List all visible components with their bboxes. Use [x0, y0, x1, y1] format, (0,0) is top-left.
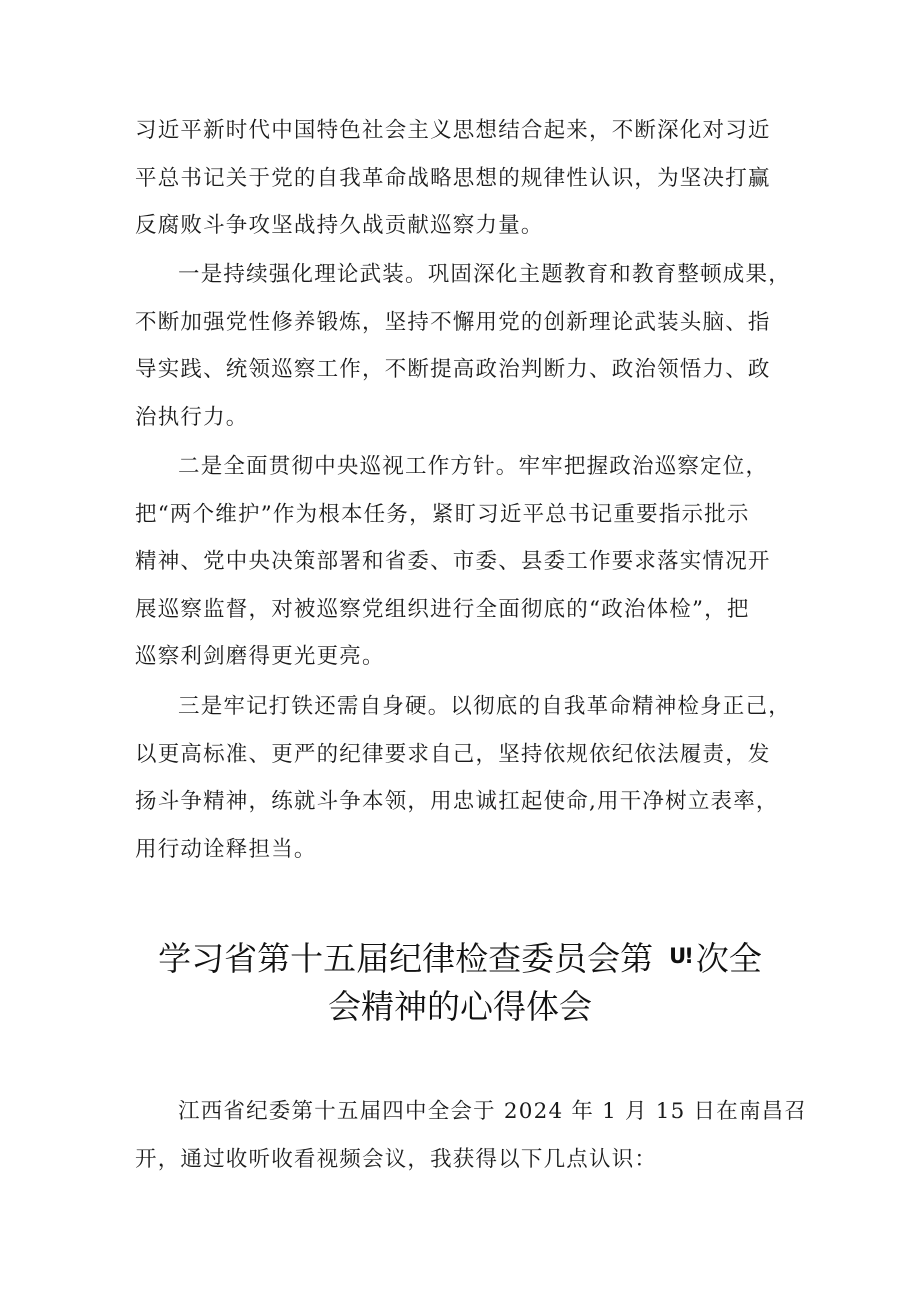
intro-paragraph: [135, 1088, 808, 1183]
title-line-1: 学习省第十五届纪律检查委员会第 U! 次全: [0, 932, 920, 983]
title-line-2: 会精神的心得体会: [328, 987, 592, 1026]
ocr-artifact-mark: U!: [669, 944, 692, 968]
continuation-paragraph: [135, 107, 795, 250]
text-line: 治执行力。: [135, 404, 249, 430]
text-line: 开，通过收听收看视频会议，我获得以下几点认识：: [135, 1146, 658, 1172]
text-line: 以更高标准、更严的纪律要求自己，坚持依规依纪依法履责，发: [135, 741, 771, 767]
text-line: 江西省纪委第十五届四中全会于 2024 年 1 月 15 日在南昌召: [178, 1099, 808, 1124]
text-line: 巡察利剑磨得更光更亮。: [135, 644, 385, 669]
text-line: 二是全面贯彻中央巡视工作方针。牢牢把握政治巡察定位，: [178, 454, 769, 479]
point-two-paragraph: [135, 443, 795, 681]
text-line: 导实践、统领巡察工作，不断提高政治判断力、政治领悟力、政: [135, 357, 771, 382]
article-title: [0, 932, 920, 1031]
text-line: 一是持续强化理论武装。巩固深化主题教育和教育整顿成果，: [178, 262, 791, 287]
point-three-paragraph: [135, 683, 795, 873]
text-line: 三是牢记打铁还需自身硬。以彻底的自我革命精神检身正己，: [178, 694, 791, 719]
text-line: 不断加强党性修养锻炼，坚持不懈用党的创新理论武装头脑、指: [135, 309, 771, 335]
text-line: 平总书记关于党的自我革命战略思想的规律性认识，为坚决打赢: [135, 165, 771, 191]
text-line: 扬斗争精神，练就斗争本领，用忠诚扛起使命,用干净树立表率，: [135, 789, 779, 814]
text-line: 习近平新时代中国特色社会主义思想结合起来，不断深化对习近: [135, 118, 771, 143]
text-line: 用行动诠释担当。: [135, 836, 317, 862]
text-line: 把“两个维护”作为根本任务，紧盯习近平总书记重要指示批示: [135, 501, 750, 527]
point-one-paragraph: [135, 251, 795, 441]
text-line: 展巡察监督，对被巡察党组织进行全面彻底的“政治体检”，把: [135, 596, 750, 622]
text-line: 精神、党中央决策部署和省委、市委、县委工作要求落实情况开: [135, 549, 771, 574]
text-line: 反腐败斗争攻坚战持久战贡献巡察力量。: [135, 213, 544, 238]
